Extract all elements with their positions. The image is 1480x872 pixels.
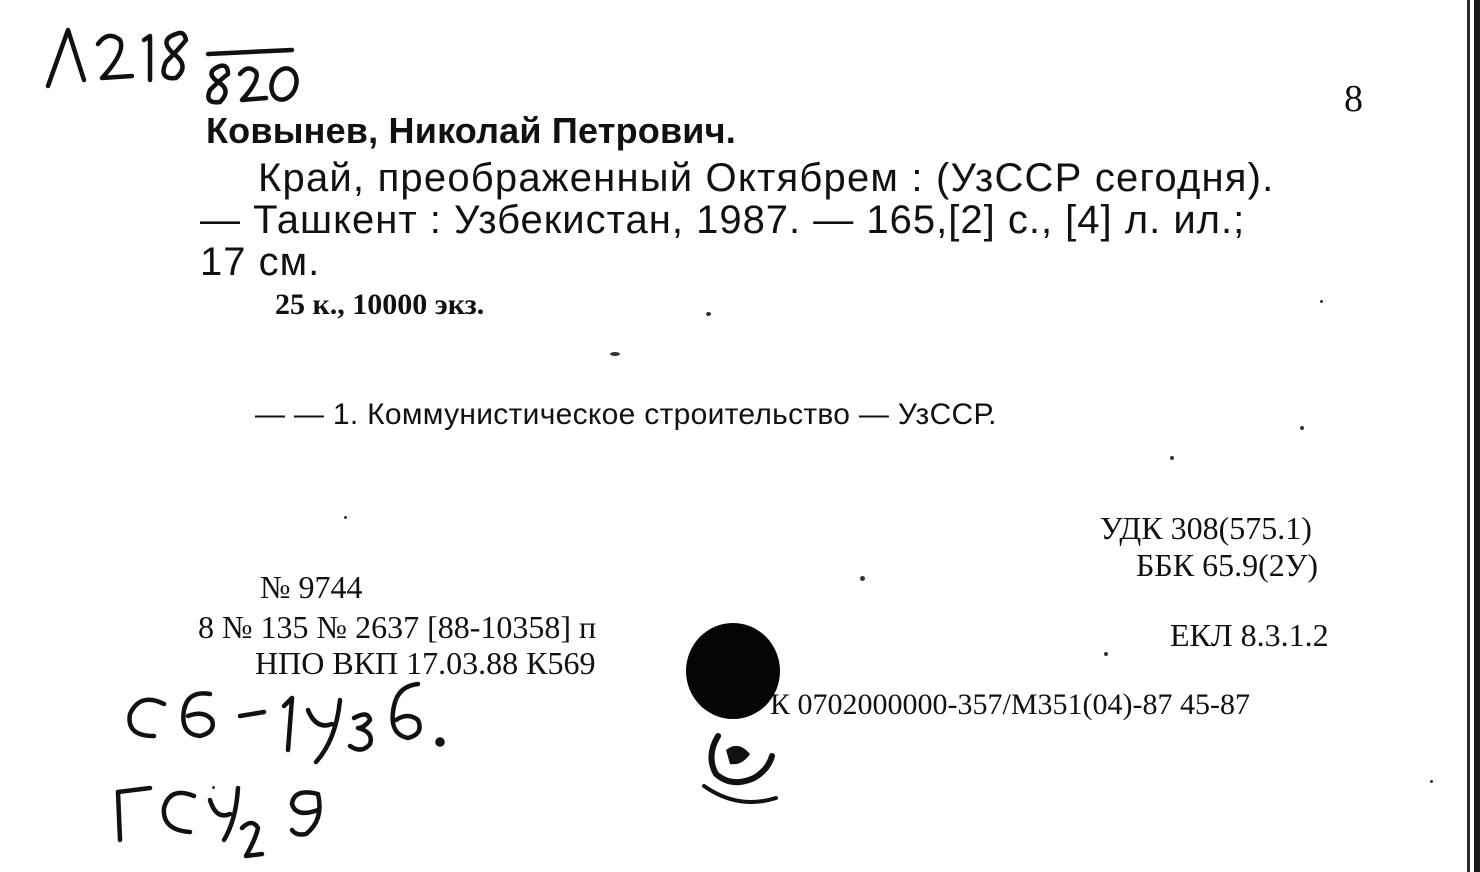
- title-line: Край, преображенный Октябрем : (УзССР сегодня).: [258, 156, 1275, 200]
- author-heading: Ковынев, Николай Петрович.: [206, 110, 736, 151]
- dust-speck: [1320, 300, 1323, 303]
- punch-hole: [686, 623, 780, 719]
- publication-line: — Ташкент : Узбекистан, 1987. — 165,[2] с., [4] л. ил.;: [200, 198, 1246, 242]
- card-edge-right: [1474, 0, 1480, 872]
- subject-heading: — — 1. Коммунистическое строительство — УзССР.: [255, 398, 997, 431]
- order-details: 8 № 135 № 2637 [88-10358] п: [198, 609, 597, 645]
- dust-speck: [344, 516, 347, 519]
- bbk-classification: ББК 65.9(2У): [1136, 547, 1319, 583]
- order-number: № 9744: [260, 569, 363, 605]
- card-sequence-number: 8: [1344, 78, 1363, 120]
- handwritten-class-mark: [118, 670, 458, 770]
- handwritten-location-mark: [106, 770, 346, 870]
- publisher-code: К 0702000000-357/М351(04)-87 45-87: [770, 688, 1250, 721]
- dust-speck: [1300, 426, 1304, 430]
- dimensions-line: 17 см.: [200, 240, 321, 284]
- dust-speck: [1104, 652, 1108, 656]
- dust-speck: [1430, 780, 1433, 783]
- dust-speck: [1170, 456, 1174, 460]
- card-edge-line: [1467, 0, 1470, 872]
- dust-speck: [860, 576, 865, 581]
- udk-classification: УДК 308(575.1): [1100, 510, 1312, 546]
- ekl-classification: ЕКЛ 8.3.1.2: [1170, 617, 1329, 653]
- dust-speck: [706, 312, 711, 316]
- printer-line: НПО ВКП 17.03.88 К569: [255, 645, 596, 681]
- ink-smudge: [698, 726, 788, 810]
- handwritten-shelf-mark: [40, 18, 310, 108]
- price-circulation: 25 к., 10000 экз.: [275, 288, 485, 321]
- dust-speck: [212, 786, 215, 789]
- dust-speck: [610, 352, 620, 356]
